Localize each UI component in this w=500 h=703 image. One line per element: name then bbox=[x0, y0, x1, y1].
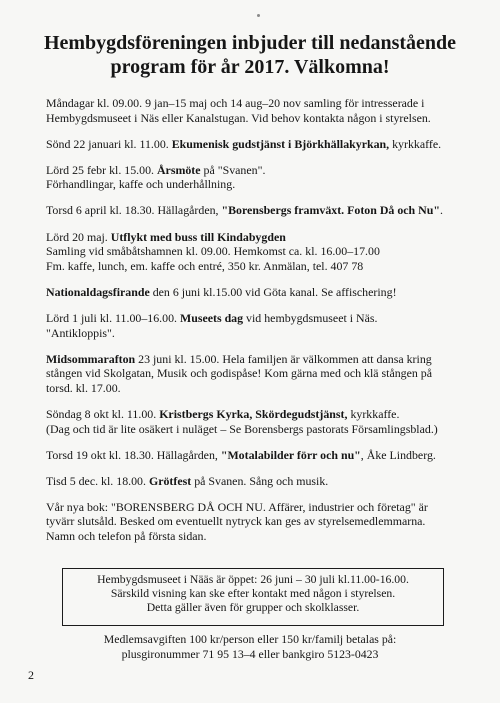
event-date: Sönd 22 januari kl. 11.00. bbox=[46, 136, 172, 151]
event-text-line bbox=[46, 352, 471, 367]
event-date: Lörd 25 febr kl. 15.00. bbox=[46, 162, 157, 177]
event-date: Lörd 20 maj. bbox=[46, 229, 111, 244]
event-text-line bbox=[46, 448, 471, 463]
event-title: Ekumenisk gudstjänst i Björkhällakyrkan, bbox=[171, 136, 390, 151]
notice-text: Namn och telefon på första sidan. bbox=[46, 528, 207, 543]
membership-fee-info bbox=[40, 632, 460, 661]
event-text: Samling vid småbåtshamnen kl. 09.00. Hemkomst ca. kl. 16.00–17.00 bbox=[46, 244, 380, 259]
event-text-line bbox=[46, 230, 471, 245]
event-borensberg-photos bbox=[46, 203, 471, 218]
event-title: Utflykt med buss till Kindabygden bbox=[110, 229, 286, 244]
event-bus-trip bbox=[46, 230, 471, 274]
event-motala-pictures bbox=[46, 448, 471, 463]
event-detail: 23 juni kl. 15.00. Hela familjen är välkommen att dansa kring bbox=[135, 351, 432, 366]
event-text-line bbox=[46, 203, 471, 218]
event-midsummer bbox=[46, 352, 471, 396]
event-title: Midsommarafton bbox=[46, 351, 136, 366]
notice-text: tyvärr slutsåld. Besked om eventuellt nytryck kan ges av styrelsemedlemmarna. bbox=[46, 514, 426, 529]
notice-text: Vår nya bok: "BORENSBERG DÅ OCH NU. Affärer, industrier och företag" är bbox=[46, 499, 428, 514]
event-date: Tisd 5 dec. kl. 18.00. bbox=[46, 473, 149, 488]
event-text: stången vid Skolgatan, Musik och godispåse! Kom gärna med och klä stången på bbox=[46, 366, 433, 381]
event-detail: på Svanen. Sång och musik. bbox=[191, 473, 329, 488]
event-text-line bbox=[46, 407, 471, 422]
footer-text: Medlemsavgiften 100 kr/person eller 150 kr/familj betalas på: bbox=[103, 632, 397, 646]
event-text: Förhandlingar, kaffe och underhållning. bbox=[46, 177, 236, 192]
event-date: Lörd 1 juli kl. 11.00–16.00. bbox=[46, 310, 180, 325]
event-date: Söndag 8 okt kl. 11.00. bbox=[46, 406, 160, 421]
book-notice bbox=[46, 500, 471, 544]
event-national-day bbox=[46, 285, 471, 300]
event-title: "Borensbergs framväxt. Foton Då och Nu" bbox=[221, 203, 440, 218]
event-date: Torsd 19 okt kl. 18.30. Hällagården, bbox=[46, 447, 221, 462]
event-text-line bbox=[46, 285, 471, 300]
event-text: torsd. kl. 17.00. bbox=[46, 380, 121, 395]
footer-text: plusgironummer 71 95 13–4 eller bankgiro 5123-0423 bbox=[121, 646, 379, 661]
event-title: Kristbergs Kyrka, Skördegudstjänst, bbox=[159, 406, 348, 421]
event-title: Nationaldagsfirande bbox=[46, 284, 150, 299]
event-text-line bbox=[46, 474, 471, 489]
event-annual-meeting bbox=[46, 163, 471, 192]
event-text: Måndagar kl. 09.00. 9 jan–15 maj och 14 aug–20 nov samling för intresserade i bbox=[46, 96, 425, 110]
program-list bbox=[46, 96, 471, 555]
event-detail: , Åke Lindberg. bbox=[360, 447, 436, 462]
box-text: Hembygdsmuseet i Nääs är öppet: 26 juni – 30 juli kl.11.00-16.00. bbox=[97, 573, 409, 586]
event-detail: kyrkkaffe. bbox=[347, 406, 400, 421]
scan-speck bbox=[257, 14, 260, 17]
event-title: Årsmöte bbox=[156, 162, 201, 177]
event-detail: på "Svanen". bbox=[200, 162, 266, 177]
title-line-2: program för år 2017. Välkomna! bbox=[110, 56, 390, 78]
event-date: Torsd 6 april kl. 18.30. Hällagården, bbox=[46, 203, 222, 218]
event-text-line bbox=[46, 311, 471, 326]
event-text-line bbox=[46, 163, 471, 178]
event-harvest-service bbox=[46, 407, 471, 436]
event-ecumenical-service bbox=[46, 137, 471, 152]
event-porridge-party bbox=[46, 474, 471, 489]
event-detail: kyrkkaffe. bbox=[389, 136, 442, 151]
event-text: (Dag och tid är lite osäkert i nuläget – Se Borensbergs pastorats Församlingsblad.) bbox=[46, 421, 438, 436]
event-text: Hembygdsmuseet i Näs eller Kanalstugan. Vid behov kontakta någon i styrelsen. bbox=[46, 110, 431, 125]
page-number: 2 bbox=[28, 668, 34, 682]
event-detail: . bbox=[439, 203, 443, 218]
box-text: Särskild visning kan ske efter kontakt med någon i styrelsen. bbox=[110, 587, 396, 601]
box-text: Detta gäller även för grupper och skolklasser. bbox=[146, 601, 360, 615]
page-title bbox=[40, 31, 460, 79]
event-museum-day bbox=[46, 311, 471, 340]
event-detail: vid hembygdsmuseet i Näs. bbox=[243, 310, 378, 325]
event-text: Fm. kaffe, lunch, em. kaffe och entré, 350 kr. Anmälan, tel. 407 78 bbox=[46, 258, 364, 273]
event-title: Museets dag bbox=[179, 310, 244, 325]
event-detail: den 6 juni kl.15.00 vid Göta kanal. Se affischering! bbox=[149, 284, 397, 299]
event-text: "Antikloppis". bbox=[46, 325, 115, 340]
museum-opening-box bbox=[62, 568, 444, 626]
event-monday-sessions bbox=[46, 96, 471, 125]
title-line-1: Hembygdsföreningen inbjuder till nedanstående bbox=[43, 32, 457, 54]
event-title: Grötfest bbox=[148, 473, 192, 488]
event-title: "Motalabilder förr och nu" bbox=[220, 447, 361, 462]
event-text-line bbox=[46, 137, 471, 152]
